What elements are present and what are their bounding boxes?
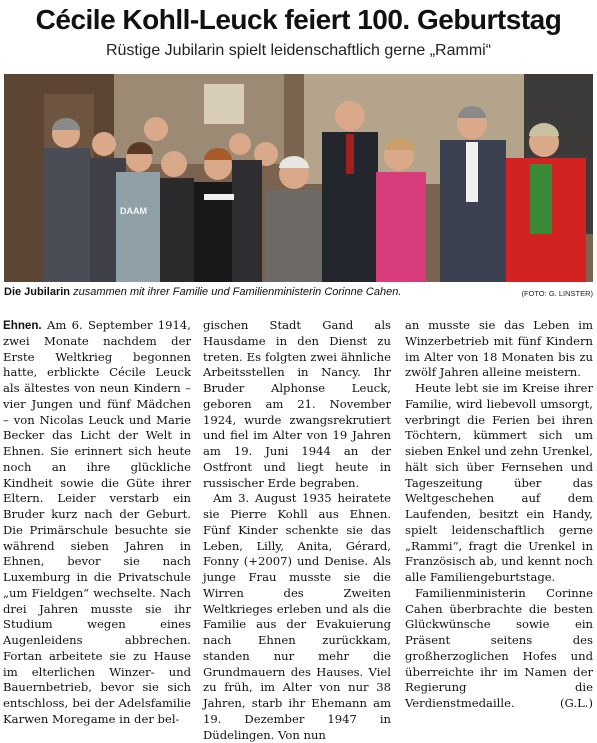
article-paragraph: Heute lebt sie im Kreise ihrer Familie, wird liebevoll umsorgt, verbringt die Ferien bei ihren Töchtern, kümmert sich um sieben Enkel und zehn Urenkel, hält sich über Fernsehen und Tageszeitung über das Weltgeschehen auf dem Laufenden, besitzt ein Handy, spielt leidenschaftlich gerne „Rammi“, fragt die Urenkel in Französisch ab, und kennt noch alle Familiengeburtstage. xyxy=(405,381,593,584)
caption-text: zusammen mit ihrer Familie und Familienministerin Corinne Cahen. xyxy=(73,286,402,298)
dateline: Ehnen. xyxy=(3,319,42,332)
shirt-print: DAAM xyxy=(120,206,147,216)
article-column-2 xyxy=(203,318,391,743)
article-column-1 xyxy=(3,318,191,728)
group-photo-illustration xyxy=(4,74,593,282)
article-subheadline: Rüstige Jubilarin spielt leidenschaftlich gerne „Rammi“ xyxy=(105,42,492,59)
paragraph-text: Familienministerin Corinne Cahen überbrachte die besten Glückwünsche sowie ein Präsent seitens des großherzoglichen Hofes und überreichte ihr im Namen der Regierung die Verdienstmedaille. xyxy=(405,585,593,710)
photo-credit: (FOTO: G. LINSTER) xyxy=(521,289,593,298)
photo-caption xyxy=(4,286,593,302)
article-column-3 xyxy=(405,318,593,712)
paragraph-text: Am 6. September 1914, zwei Monate nachdem der Erste Weltkrieg begonnen hatte, erblickte Cécile Leuck als ältestes von neun Kindern – vier Jungen und fünf Mädchen – von Nicolas Leuck und Marie Becker das Licht der Welt in Ehnen. Sie erinnert sich heute noch an ihre glückliche Kindheit sowie die Güte ihrer Eltern. Leider verstarb ein Bruder kurz nach der Geburt. Die Primärschule besuchte sie während sieben Jahren in Ehnen, bevor sie nach Luxemburg in die Privatschule „um Fieldgen“ wechselte. Nach drei Jahren musste sie ihr Studium wegen eines Augenleidens abbrechen. Fortan arbeitete sie zu Hause im elterlichen Winzer- und Bauernbetrieb, bevor sie sich entschloss, bei der Adelsfamilie Karwen Moregame in der bel- xyxy=(3,318,191,726)
article-paragraph: Am 3. August 1935 heiratete sie Pierre Kohll aus Ehnen. Fünf Kinder schenkte sie das Leben, Lilly, Anita, Gérard, Fonny (+2007) und Denise. Als junge Frau musste sie die Wirren des Zweiten Weltkrieges erleben und als die Familie aus der Evakuierung nach Ehnen zurückkam, standen nur mehr die Grundmauern des Hauses. Viel zu früh, im Alter von nur 38 Jahren, starb ihr Ehemann am 19. Dezember 1947 in Düdelingen. Von nun xyxy=(203,491,391,742)
article-paragraph: gischen Stadt Gand als Hausdame in den Dienst zu treten. Es folgten zwei ähnliche Arbeitsstellen in Nancy. Ihr Bruder Alphonse Leuck, geboren am 21. November 1924, wurde zwangsrekrutiert und fiel im Alter von 19 Jahren am 19. Juni 1944 an der Ostfront und liegt heute in russischer Erde begraben. xyxy=(203,318,391,490)
article-paragraph: an musste sie das Leben im Winzerbetrieb mit fünf Kindern im Alter von 18 Monaten bis zu zwölf Jahren alleine meistern. xyxy=(405,318,593,380)
caption-lead: Die Jubilarin xyxy=(4,286,71,298)
article-paragraph xyxy=(3,318,191,728)
author-signature: (G.L.) xyxy=(560,696,593,710)
group-photo xyxy=(4,74,593,282)
article-headline: Cécile Kohll-Leuck feiert 100. Geburtstag xyxy=(35,4,562,35)
